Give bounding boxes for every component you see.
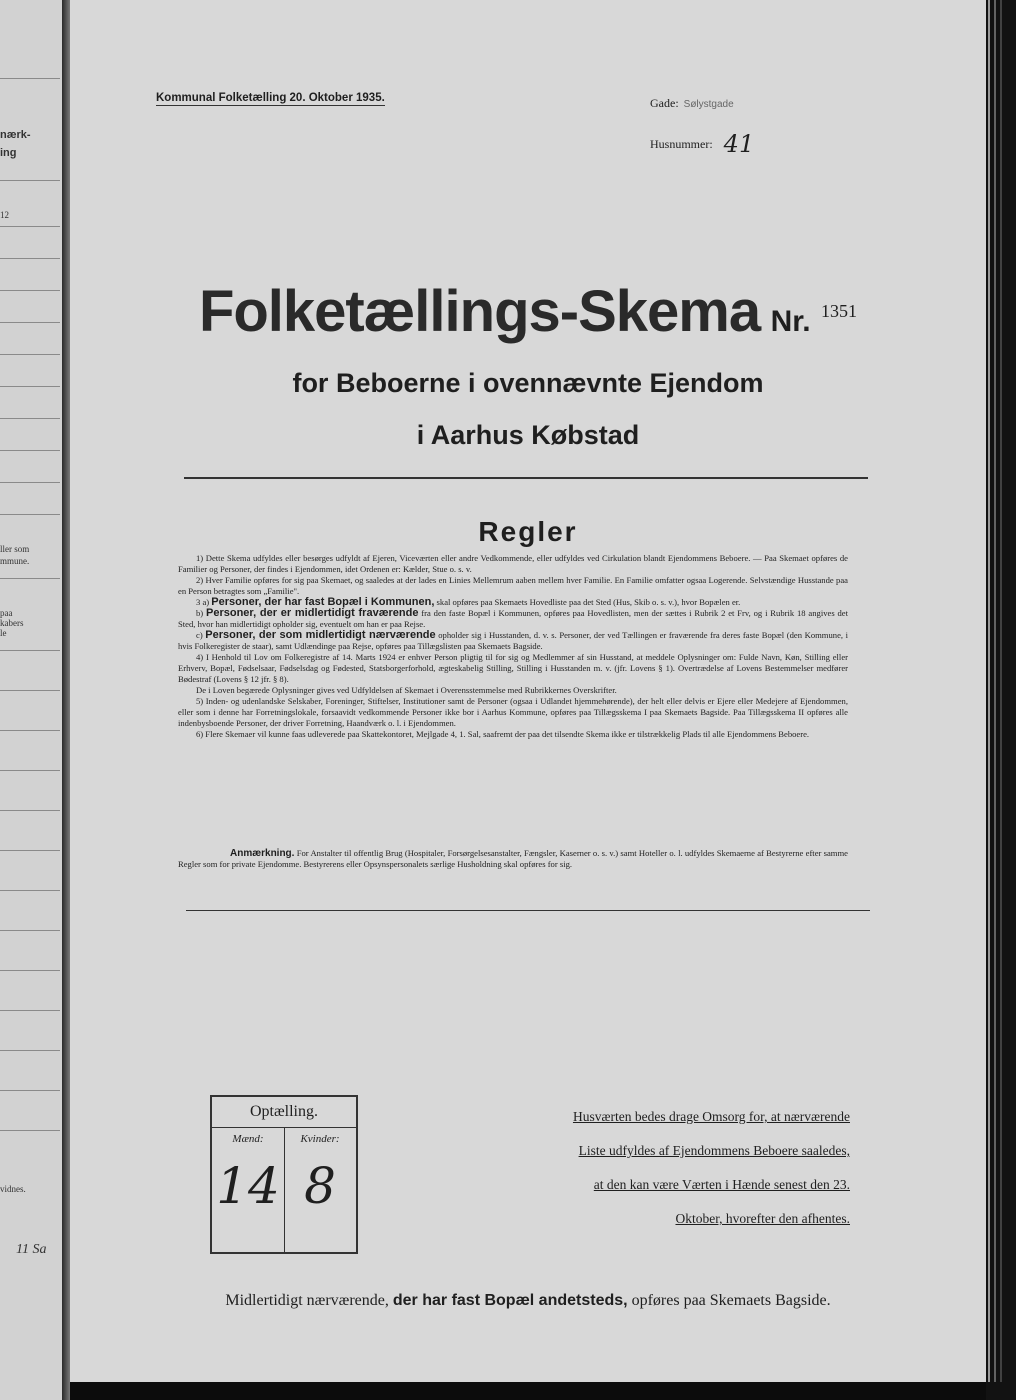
left-fragment: kabers xyxy=(0,618,24,628)
census-label: Kommunal Folketælling 20. Oktober 1935. xyxy=(156,92,385,104)
landlord-notice xyxy=(510,1100,850,1236)
left-fragment: 12 xyxy=(0,210,9,220)
men-label: Mænd: xyxy=(232,1133,264,1145)
rules-heading: Regler xyxy=(478,516,578,547)
form-subtitle: for Beboerne i ovennævnte Ejendom xyxy=(292,368,764,398)
notice-line: Husværten bedes drage Omsorg for, at nærværende xyxy=(572,1109,850,1124)
left-fragment: paa xyxy=(0,608,13,618)
left-fragment: mmune. xyxy=(0,556,30,566)
rule-4: 4) I Henhold til Lov om Folkeregistre af 14. Marts 1924 er enhver Person pligtig til for sig og Medlemmer af sin Husstand, at meddele Oplysninger om: Fulde Navn, Køn, Stilling eller Erhverv, Bopæl, Fødselsaar, Fødselsdag og Fødested, Statsborgerforhold, ægteskabelig Stilling, Stilling i Husstanden m. v. (jfr. Lovens § 1). Overtrædelse af Lovens Bestemmelser medfører Bødestraf (Lovens § 12 jfr. § 8). xyxy=(178,652,848,684)
left-fragment: nærk- xyxy=(0,129,31,141)
footer-note xyxy=(70,1292,986,1310)
remark-label: Anmærkning. xyxy=(230,848,295,859)
left-fragment: le xyxy=(0,628,7,638)
rule-3a: 3 a) Personer, der har fast Bopæl i Kommunen, skal opføres paa Skemaets Hovedliste paa det Sted (Hus, Skib o. s. v.), hvor Bopælen er. xyxy=(196,596,741,608)
notice-line: Oktober, hvorefter den afhentes. xyxy=(675,1211,850,1226)
rule-4b: De i Loven begærede Oplysninger gives ved Udfyldelsen af Skemaet i Overensstemmelse med Rubrikkernes Overskrifter. xyxy=(196,685,617,695)
rule-6: 6) Flere Skemaer vil kunne faas udleverede paa Skattekontoret, Mejlgade 4, 1. Sal, saafremt der paa det tilsendte Skema ikke er tilstrækkelig Plads til alle Ejendommens Beboere. xyxy=(196,729,810,739)
rule-5: 5) Inden- og udenlandske Selskaber, Foreninger, Stiftelser, Institutioner samt de Personer (ogsaa i Udlandet hjemmehørende), der helt eller delvis er Ejere eller Medejere af Ejendommen, eller som i denne har Forretningslokale, forsaavidt vedkommende Personer ikke bor i Aarhus Kommune, opføres paa Tillægsskema I paa Skemaets Bagside. Paa Tillægsskema II opføres alle indenbysboende Personer, der driver Forretning, Haandværk o. l. i Ejendommen. xyxy=(178,696,848,728)
rule-3c-highlight: Personer, der som midlertidigt nærværende xyxy=(205,629,436,641)
divider xyxy=(186,910,870,911)
form-title xyxy=(70,278,986,345)
street-value: Sølystgade xyxy=(683,99,734,110)
left-fragment: ing xyxy=(0,147,17,159)
census-form-page xyxy=(70,0,986,1382)
count-title: Optælling. xyxy=(249,1103,318,1120)
form-number-label: Nr. xyxy=(770,305,811,338)
count-box xyxy=(210,1095,358,1254)
remark-text: For Anstalter til offentlig Brug (Hospitaler, Forsørgelsesanstalter, Fængsler, Kaserner o. s. v.) samt Hoteller o. l. udfyldes Skemaerne af Bestyrerne efter samme Regler som for private Ejendomme. Bestyrerens eller Opsynspersonalets særlige Husholdning skal opføres for sig. xyxy=(178,848,848,869)
rule-2: 2) Hver Familie opføres for sig paa Skemaet, og saaledes at der lades en Linies Mellemrum aaben mellem hver Familie. En Familie omfatter ogsaa Logerende. Selvstændige Husstande paa en Person betragtes som „Familie". xyxy=(178,575,848,596)
page-edge xyxy=(986,0,1016,1400)
notice-line: Liste udfyldes af Ejendommens Beboere saaledes, xyxy=(578,1143,850,1158)
house-number-label: Husnummer: xyxy=(650,137,713,151)
left-fragment: vidnes. xyxy=(0,1184,26,1194)
form-title-main: Folketællings-Skema xyxy=(198,279,761,344)
divider xyxy=(184,477,868,479)
notice-line: at den kan være Værten i Hænde senest den 23. xyxy=(593,1177,850,1192)
rule-3b-highlight: Personer, der er midlertidigt fraværende xyxy=(206,607,419,619)
street-label: Gade: xyxy=(650,96,679,110)
footer-part: Midlertidigt nærværende, xyxy=(225,1292,389,1309)
rule-3c: c) Personer, der som midlertidigt nærværende opholder sig i Husstanden, d. v. s. Personer, der ved Tællingen er fraværende fra deres faste Bopæl (den Kommune, i hvis Folkeregister de staar), samt Udlændinge paa Rejse, opføres paa Tillægslisten paa Skemaets Bagside. xyxy=(178,629,849,651)
left-page-strip xyxy=(0,0,62,1400)
rule-3a-highlight: Personer, der har fast Bopæl i Kommunen, xyxy=(211,596,435,608)
women-label: Kvinder: xyxy=(300,1133,340,1145)
rules-text xyxy=(178,553,848,740)
left-handwriting: 11 Sa xyxy=(16,1242,47,1257)
men-count: 14 xyxy=(216,1157,280,1215)
women-count: 8 xyxy=(304,1157,336,1215)
remark xyxy=(178,848,848,870)
footer-part: opføres paa Skemaets Bagside. xyxy=(631,1292,831,1309)
rule-1: 1) Dette Skema udfyldes eller besørges udfyldt af Ejeren, Viceværten eller andre Vedkommende, eller udfyldes ved Cirkulation blandt Ejendommens Beboere. — Paa Skemaet opføres de Familier og Personer, der findes i Ejendommen, idet Ordenen er: Kælder, Stue o. s. v. xyxy=(178,553,848,574)
form-subtitle-city: i Aarhus Købstad xyxy=(416,420,640,450)
book-gutter xyxy=(62,0,70,1400)
house-number-field xyxy=(650,130,754,158)
street-field xyxy=(650,96,734,111)
form-number-value: 1351 xyxy=(821,301,858,321)
house-number-value: 41 xyxy=(723,130,755,158)
footer-part-bold: der har fast Bopæl andetsteds, xyxy=(392,1292,628,1309)
rule-3b: b) Personer, der er midlertidigt fraværende fra den faste Bopæl i Kommunen, opføres paa Hovedlisten, men der sættes i Rubrik 2 et Frv, og i Rubrik 18 angives det Sted, hvor han midlertidigt opholder sig, eventuelt om han er paa Rejse. xyxy=(178,607,849,629)
left-fragment: ller som xyxy=(0,544,30,554)
